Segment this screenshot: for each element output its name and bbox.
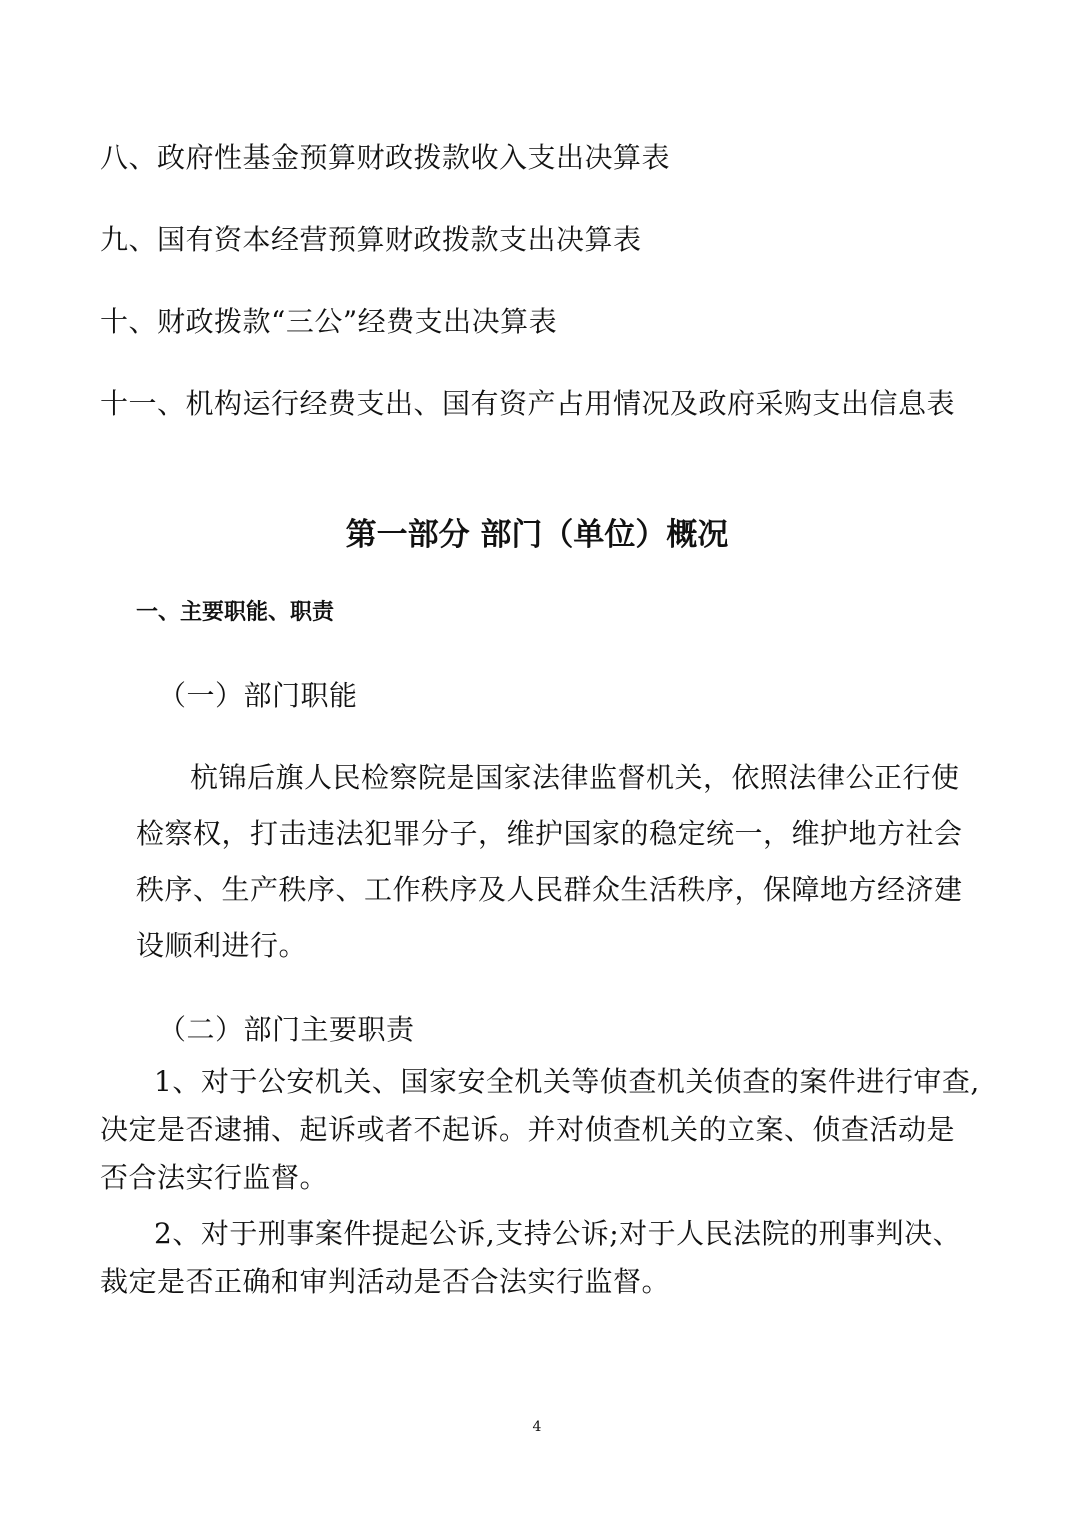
functions-line-1: 杭锦后旗人民检察院是国家法律监督机关，依照法律公正行使: [190, 761, 960, 794]
functions-line-2: 检察权，打击违法犯罪分子，维护国家的稳定统一，维护地方社会: [136, 817, 963, 850]
toc-item-8: 八、政府性基金预算财政拨款收入支出决算表: [100, 141, 671, 174]
page-number: 4: [532, 1419, 542, 1435]
duty-2-line-2: 裁定是否正确和审判活动是否合法实行监督。: [100, 1265, 671, 1298]
functions-line-3: 秩序、生产秩序、工作秩序及人民群众生活秩序，保障地方经济建: [136, 873, 963, 906]
functions-line-4: 设顺利进行。: [136, 929, 308, 962]
part-heading: 第一部分 部门（单位）概况: [345, 517, 729, 553]
duty-2-line-1: 2、对于刑事案件提起公诉,支持公诉;对于人民法院的刑事判决、: [154, 1217, 962, 1250]
toc-item-10: 十、财政拨款“三公”经费支出决算表: [100, 305, 558, 338]
duty-1-line-2: 决定是否逮捕、起诉或者不起诉。并对侦查机关的立案、侦查活动是: [100, 1113, 956, 1146]
subsection-title-functions: （一）部门职能: [158, 679, 358, 712]
subsection-title-duties: （二）部门主要职责: [158, 1013, 415, 1046]
toc-item-9: 九、国有资本经营预算财政拨款支出决算表: [100, 223, 642, 256]
duty-1-line-1: 1、对于公安机关、国家安全机关等侦查机关侦查的案件进行审查,: [154, 1065, 980, 1098]
section-heading: 一、主要职能、职责: [136, 600, 335, 625]
toc-item-11: 十一、机构运行经费支出、国有资产占用情况及政府采购支出信息表: [100, 387, 956, 420]
duty-1-line-3: 否合法实行监督。: [100, 1161, 329, 1194]
